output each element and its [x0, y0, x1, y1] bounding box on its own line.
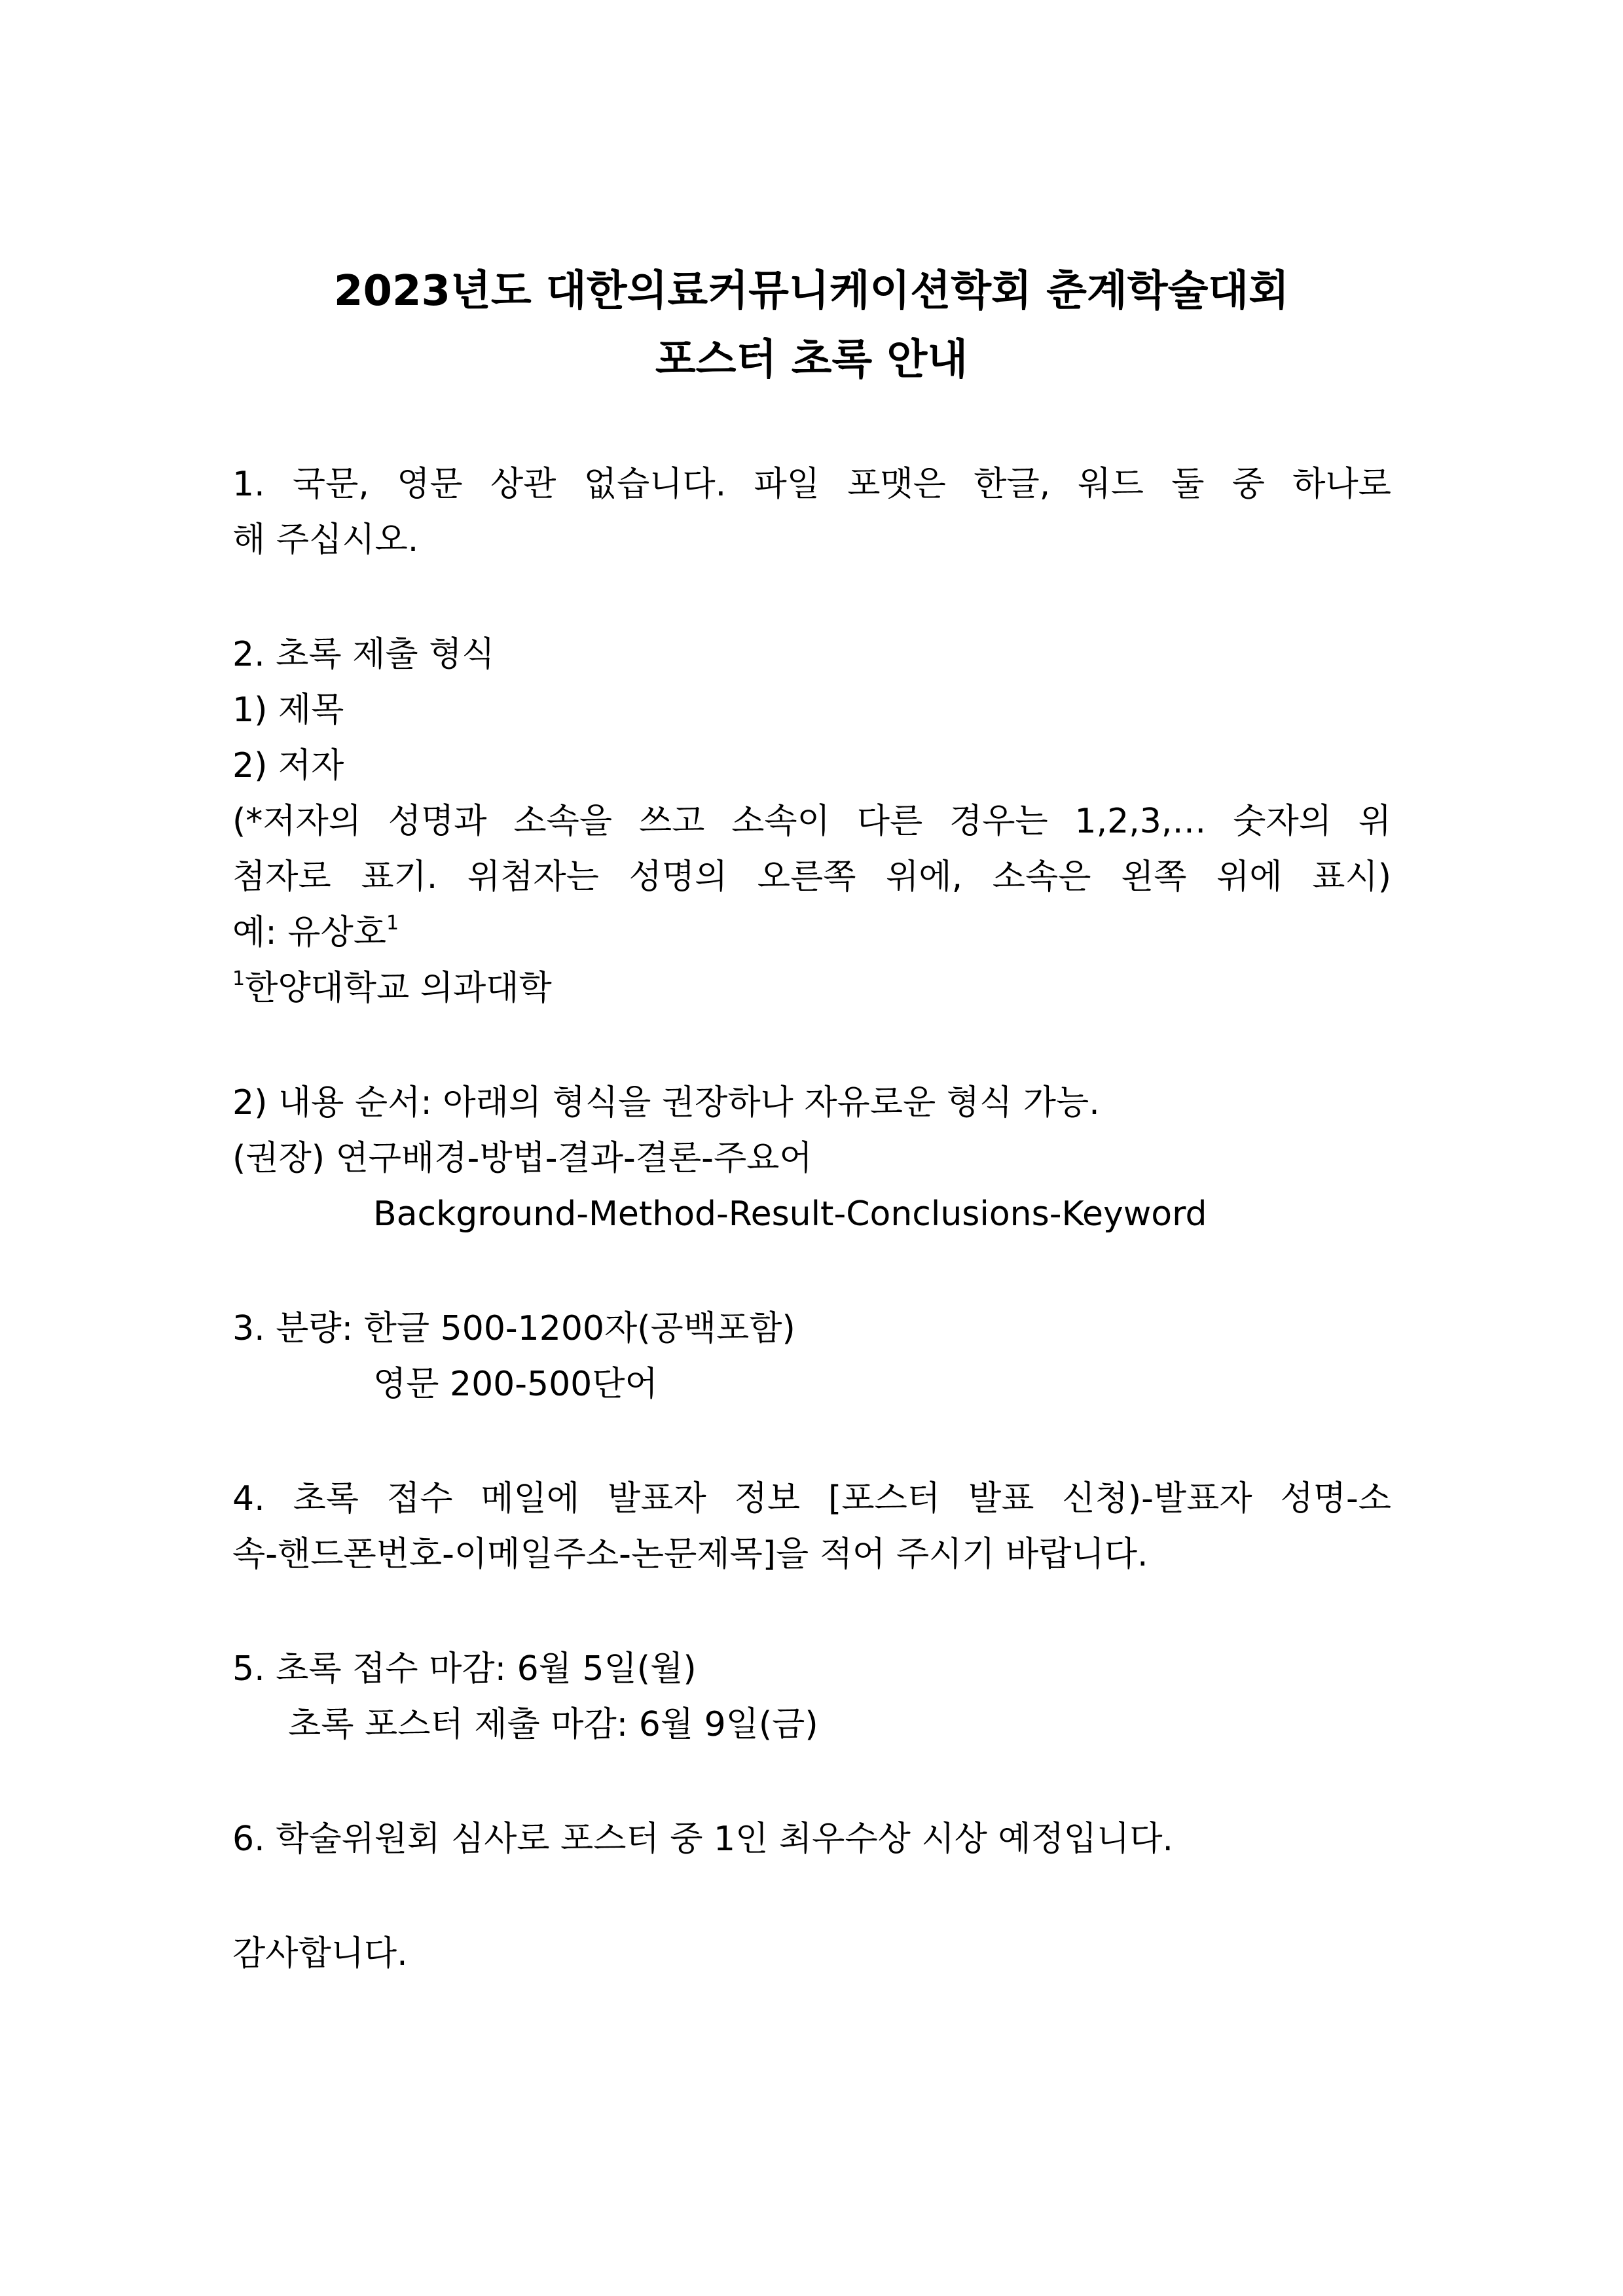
item-5-line-2: 초록 포스터 제출 마감: 6월 9일(금): [288, 1705, 818, 1744]
item-4-line-2: 속-핸드폰번호-이메일주소-논문제목]을 적어 주시기 바랍니다.: [232, 1535, 1148, 1574]
item-3-line-2: 영문 200-500단어: [373, 1365, 658, 1404]
item-4-line-1: 4. 초록 접수 메일에 발표자 정보 [포스터 발표 신청)-발표자 성명-소: [232, 1479, 1391, 1518]
item-2-example: [232, 910, 399, 956]
item-2-heading: 2. 초록 제출 형식: [232, 635, 495, 674]
item-2-sub-title: 1) 제목: [232, 691, 344, 730]
document-subtitle: 포스터 초록 안내: [655, 336, 968, 384]
item-1-line-2: 해 주십시오.: [232, 520, 419, 560]
item-1-line-1: 1. 국문, 영문 상관 없습니다. 파일 포맷은 한글, 워드 둘 중 하나로: [232, 465, 1391, 504]
item-3-line-1: 3. 분량: 한글 500-1200자(공백포함): [232, 1309, 795, 1348]
example-author-superscript: 1: [386, 912, 399, 935]
closing-text: 감사합니다.: [232, 1934, 408, 1973]
item-2-recommend-english: Background-Method-Result-Conclusions-Keyword: [373, 1194, 1207, 1234]
item-2-affiliation: [232, 965, 552, 1011]
item-2-note-line-1: (*저자의 성명과 소속을 쓰고 소속이 다른 경우는 1,2,3,… 숫자의 위: [232, 802, 1391, 841]
item-2-content-order: 2) 내용 순서: 아래의 형식을 권장하나 자유로운 형식 가능.: [232, 1083, 1100, 1122]
affiliation-text: 한양대학교 의과대학: [245, 969, 552, 1008]
item-2-sub-author: 2) 저자: [232, 746, 344, 785]
item-2-recommend-korean: (권장) 연구배경-방법-결과-결론-주요어: [232, 1139, 812, 1178]
item-6-line-1: 6. 학술위원회 심사로 포스터 중 1인 최우수상 시상 예정입니다.: [232, 1820, 1174, 1859]
example-author-name: 예: 유상호: [232, 913, 386, 952]
item-2-note-line-2: 첨자로 표기. 위첨자는 성명의 오른쪽 위에, 소속은 왼쪽 위에 표시): [232, 857, 1391, 897]
item-5-line-1: 5. 초록 접수 마감: 6월 5일(월): [232, 1649, 697, 1689]
document-title: 2023년도 대한의료커뮤니케이션학회 춘계학술대회: [333, 267, 1290, 315]
affiliation-superscript: 1: [232, 967, 246, 990]
